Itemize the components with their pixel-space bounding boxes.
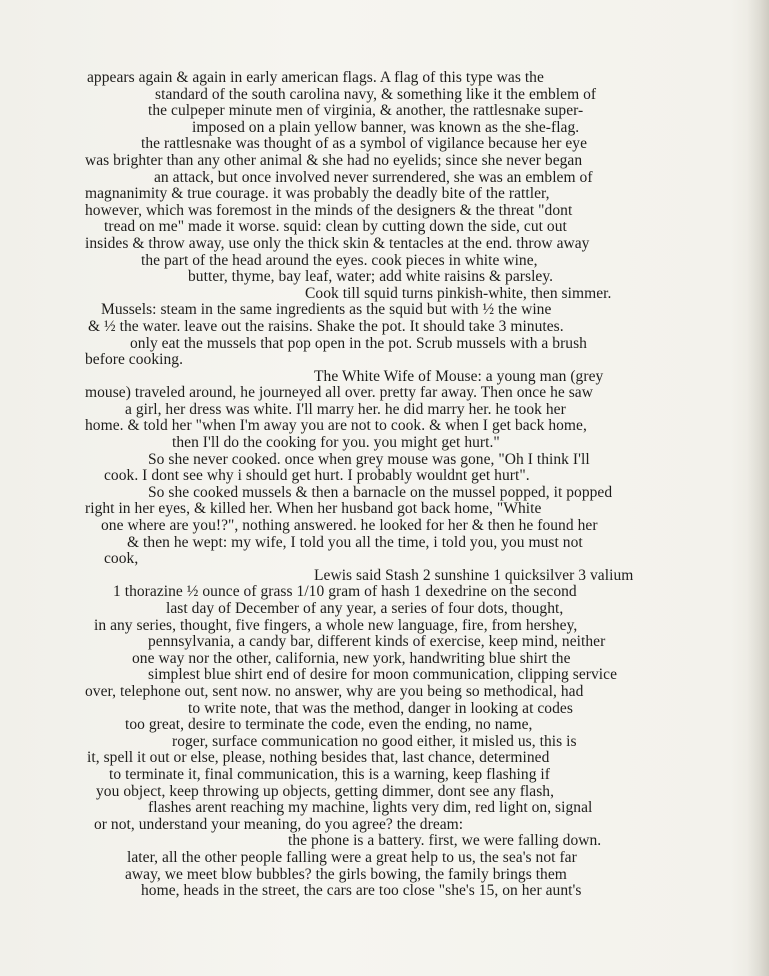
text-line: imposed on a plain yellow banner, was known as the she-flag. <box>192 118 580 136</box>
text-line: butter, thyme, bay leaf, water; add white raisins & parsley. <box>188 268 554 286</box>
text-line: the culpeper minute men of virginia, & another, the rattlesnake super- <box>148 102 584 120</box>
text-line: standard of the south carolina navy, & something like it the emblem of <box>155 85 597 103</box>
text-line: So she cooked mussels & then a barnacle on the mussel popped, it popped <box>148 483 613 501</box>
text-line: home, heads in the street, the cars are too close "she's 15, on her aunt's <box>141 882 582 900</box>
text-line: an attack, but once involved never surrendered, she was an emblem of <box>154 168 593 186</box>
text-line: in any series, thought, five fingers, a whole new language, fire, from hershey, <box>94 616 578 634</box>
text-line: away, we meet blow bubbles? the girls bowing, the family brings them <box>125 865 567 883</box>
text-line: mouse) traveled around, he journeyed all over. pretty far away. Then once he saw <box>85 384 593 402</box>
text-line: appears again & again in early american flags. A flag of this type was the <box>87 69 544 86</box>
body-text <box>0 70 769 900</box>
text-line: magnanimity & true courage. it was probably the deadly bite of the rattler, <box>85 185 550 203</box>
text-line: Mussels: steam in the same ingredients as the squid but with ½ the wine <box>101 301 552 319</box>
text-line: home. & told her "when I'm away you are not to cook. & when I get back home, <box>85 417 587 435</box>
text-line: over, telephone out, sent now. no answer, why are you being so methodical, had <box>85 682 584 700</box>
text-line: too great, desire to terminate the code, even the ending, no name, <box>125 716 533 734</box>
text-line: last day of December of any year, a series of four dots, thought, <box>166 600 564 617</box>
text-line: pennsylvania, a candy bar, different kinds of exercise, keep mind, neither <box>148 633 606 651</box>
text-line: to write note, that was the method, danger in looking at codes <box>188 699 573 717</box>
text-line: roger, surface communication no good either, it misled us, this is <box>172 732 577 750</box>
text-line: one where are you!?", nothing answered. he looked for her & then he found her <box>101 517 598 535</box>
text-line: a girl, her dress was white. I'll marry her. he did marry her. he took her <box>125 400 566 418</box>
text-line: simplest blue shirt end of desire for moon communication, clipping service <box>148 666 618 684</box>
text-line: tread on me" made it worse. squid: clean by cutting down the side, cut out <box>104 218 567 236</box>
text-line: cook. I dont see why i should get hurt. I probably wouldnt get hurt". <box>104 467 530 485</box>
text-line: the phone is a battery. first, we were falling down. <box>288 832 602 850</box>
text-line: the part of the head around the eyes. cook pieces in white wine, <box>141 251 538 269</box>
text-line: insides & throw away, use only the thick skin & tentacles at the end. throw away <box>85 234 590 252</box>
text-line: one way nor the other, california, new york, handwriting blue shirt the <box>132 649 571 667</box>
text-line: then I'll do the cooking for you. you might get hurt." <box>172 434 500 452</box>
text-line: 1 thorazine ½ ounce of grass 1/10 gram of hash 1 dexedrine on the second <box>113 583 577 601</box>
text-line: Cook till squid turns pinkish-white, then simmer. <box>305 284 612 302</box>
text-line: to terminate it, final communication, this is a warning, keep flashing if <box>109 765 550 783</box>
text-line: The White Wife of Mouse: a young man (grey <box>314 367 604 385</box>
text-line: or not, understand your meaning, do you agree? the dream: <box>94 815 464 833</box>
text-line: & then he wept: my wife, I told you all the time, i told you, you must not <box>127 533 583 551</box>
text-line: later, all the other people falling were a great help to us, the sea's not far <box>127 848 577 866</box>
text-line: flashes arent reaching my machine, lights very dim, red light on, signal <box>148 799 593 817</box>
text-line: So she never cooked. once when grey mouse was gone, "Oh I think I'll <box>148 450 590 468</box>
text-line: right in her eyes, & killed her. When her husband got back home, "White <box>85 500 542 518</box>
text-line: Lewis said Stash 2 sunshine 1 quicksilver 3 valium <box>314 566 634 584</box>
text-line: cook, <box>104 550 139 568</box>
text-line: it, spell it out or else, please, nothing besides that, last chance, determined <box>87 749 550 767</box>
text-line: & ½ the water. leave out the raisins. Shake the pot. It should take 3 minutes. <box>88 317 564 335</box>
text-line: before cooking. <box>85 351 184 369</box>
text-line: was brighter than any other animal & she had no eyelids; since she never began <box>85 151 583 169</box>
text-line: you object, keep throwing up objects, getting dimmer, dont see any flash, <box>96 782 555 800</box>
text-line: only eat the mussels that pop open in the pot. Scrub mussels with a brush <box>130 334 587 352</box>
text-line: the rattlesnake was thought of as a symbol of vigilance because her eye <box>141 135 588 153</box>
text-line: however, which was foremost in the minds of the designers & the threat "dont <box>85 201 573 219</box>
